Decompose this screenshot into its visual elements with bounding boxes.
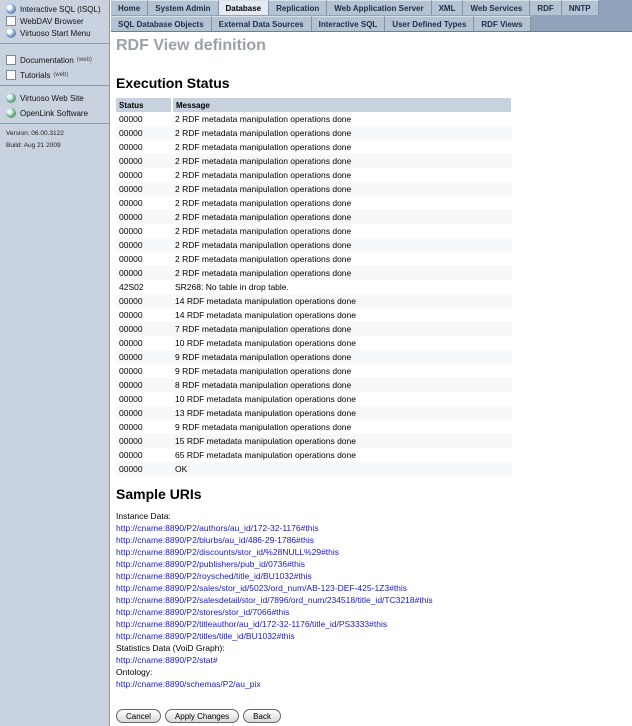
form-buttons [116,709,285,723]
table-row [116,126,512,140]
message-cell: 2 RDF metadata manipulation operations done [172,196,512,210]
sidebar-item-label: Tutorials [20,70,51,80]
status-cell: 00000 [116,126,172,140]
sidebar-item-start-menu[interactable] [0,27,109,39]
tab-user-defined-types[interactable]: User Defined Types [385,16,474,31]
ontology-label: Ontology: [116,667,153,677]
message-cell: 10 RDF metadata manipulation operations done [172,336,512,350]
status-cell: 00000 [116,196,172,210]
start-menu-icon [6,28,16,38]
message-cell: 13 RDF metadata manipulation operations done [172,406,512,420]
statistics-link[interactable]: http://cname:8890/P2/stat# [116,655,218,665]
web-suffix: (web) [76,57,92,63]
status-cell: 00000 [116,294,172,308]
sidebar-group-docs [0,44,109,86]
instance-link[interactable]: http://cname:8890/P2/salesdetail/stor_id/7896/ord_num/234518/title_id/TC3218#this [116,595,433,605]
sidebar-item-label: Virtuoso Start Menu [20,28,91,38]
message-cell: 9 RDF metadata manipulation operations done [172,350,512,364]
table-row [116,224,512,238]
table-row [116,112,512,126]
message-cell: 15 RDF metadata manipulation operations done [172,434,512,448]
sub-tab-bar [111,16,632,32]
sidebar-item-isql[interactable] [0,3,109,15]
table-row [116,154,512,168]
table-row [116,448,512,462]
table-row [116,168,512,182]
status-cell: 00000 [116,434,172,448]
sidebar-group-links [0,86,109,124]
sidebar-item-label: Virtuoso Web Site [20,93,84,103]
statistics-data-label: Statistics Data (VoiD Graph): [116,643,225,653]
table-row [116,196,512,210]
main-content [111,33,632,726]
table-row [116,140,512,154]
message-cell: 2 RDF metadata manipulation operations done [172,238,512,252]
instance-link[interactable]: http://cname:8890/P2/publishers/pub_id/0736#this [116,559,306,569]
tab-web-application-server[interactable]: Web Application Server [327,0,431,15]
message-cell: 2 RDF metadata manipulation operations done [172,168,512,182]
table-row [116,266,512,280]
message-cell: 2 RDF metadata manipulation operations done [172,266,512,280]
execution-status-heading: Execution Status [116,75,230,91]
table-row [116,308,512,322]
status-cell: 00000 [116,350,172,364]
message-cell: 14 RDF metadata manipulation operations done [172,294,512,308]
sidebar [0,0,110,726]
table-row [116,420,512,434]
build-text: Build: Aug 21 2009 [6,142,61,149]
sample-uris-section [116,486,632,690]
webdav-icon [6,16,16,26]
status-cell: 00000 [116,378,172,392]
tab-sql-database-objects[interactable]: SQL Database Objects [111,16,212,31]
message-cell: 2 RDF metadata manipulation operations done [172,126,512,140]
sidebar-item-openlink[interactable] [0,107,109,119]
sidebar-item-label: Interactive SQL (ISQL) [20,4,101,14]
message-cell: 14 RDF metadata manipulation operations done [172,308,512,322]
table-row [116,252,512,266]
table-row [116,364,512,378]
status-table [116,98,513,476]
main-tab-bar [111,0,632,16]
message-cell: 2 RDF metadata manipulation operations done [172,140,512,154]
tab-web-services[interactable]: Web Services [463,0,530,15]
status-cell: 00000 [116,112,172,126]
version-info [0,124,109,152]
table-row [116,462,512,476]
instance-link[interactable]: http://cname:8890/P2/titles/title_id/BU1032#this [116,631,295,641]
instance-data-label: Instance Data: [116,511,171,521]
table-row [116,210,512,224]
tab-rdf[interactable]: RDF [530,0,561,15]
message-cell: 2 RDF metadata manipulation operations done [172,224,512,238]
tab-database[interactable]: Database [219,0,270,15]
table-row [116,406,512,420]
status-cell: 00000 [116,308,172,322]
sidebar-item-webdav[interactable] [0,15,109,27]
tab-interactive-sql[interactable]: Interactive SQL [312,16,386,31]
instance-link[interactable]: http://cname:8890/P2/sales/stor_id/5023/ord_num/AB-123-DEF-425-1Z3#this [116,583,408,593]
tab-nntp[interactable]: NNTP [562,0,599,15]
sample-uris-heading: Sample URIs [116,486,202,502]
message-cell: 2 RDF metadata manipulation operations done [172,252,512,266]
table-row [116,238,512,252]
message-cell: OK [172,462,512,476]
table-row [116,182,512,196]
instance-link[interactable]: http://cname:8890/P2/stores/stor_id/7066#this [116,607,290,617]
message-cell: 2 RDF metadata manipulation operations done [172,182,512,196]
tab-xml[interactable]: XML [432,0,464,15]
globe-icon [6,108,16,118]
instance-link[interactable]: http://cname:8890/P2/titleauthor/au_id/172-32-1176/title_id/PS3333#this [116,619,388,629]
table-row [116,294,512,308]
status-cell: 00000 [116,210,172,224]
message-cell: 65 RDF metadata manipulation operations done [172,448,512,462]
sidebar-group-tools [0,0,109,44]
sidebar-item-tutorials[interactable] [0,69,109,81]
globe-icon [6,93,16,103]
apply-changes-button[interactable]: Apply Changes [165,709,239,723]
message-cell: 10 RDF metadata manipulation operations done [172,392,512,406]
table-row [116,280,512,294]
instance-link[interactable]: http://cname:8890/P2/roysched/title_id/BU1032#this [116,571,312,581]
status-cell: 00000 [116,420,172,434]
status-cell: 00000 [116,238,172,252]
tab-replication[interactable]: Replication [269,0,327,15]
version-text: Version: 06.00.3122 [6,130,64,137]
instance-link[interactable]: http://cname:8890/P2/authors/au_id/172-32-1176#this [116,523,319,533]
status-cell: 00000 [116,448,172,462]
message-cell: 2 RDF metadata manipulation operations done [172,154,512,168]
status-cell: 00000 [116,252,172,266]
table-row [116,434,512,448]
status-cell: 00000 [116,462,172,476]
sidebar-item-documentation[interactable] [0,54,109,66]
instance-link-list [116,522,632,642]
message-cell: SR268: No table in drop table. [172,280,512,294]
table-row [116,322,512,336]
instance-link[interactable]: http://cname:8890/P2/blurbs/au_id/486-29-1786#this [116,535,314,545]
tab-system-admin[interactable]: System Admin [148,0,218,15]
column-header-status: Status [116,98,172,112]
tab-rdf-views[interactable]: RDF Views [474,16,530,31]
sidebar-item-label: OpenLink Software [20,108,89,118]
status-cell: 00000 [116,168,172,182]
message-cell: 7 RDF metadata manipulation operations done [172,322,512,336]
status-cell: 00000 [116,266,172,280]
message-cell: 9 RDF metadata manipulation operations done [172,420,512,434]
status-cell: 00000 [116,140,172,154]
status-cell: 00000 [116,406,172,420]
status-cell: 42S02 [116,280,172,294]
status-cell: 00000 [116,392,172,406]
sidebar-item-label: WebDAV Browser [20,16,84,26]
tab-external-data-sources[interactable]: External Data Sources [212,16,312,31]
status-cell: 00000 [116,336,172,350]
cancel-button[interactable]: Cancel [116,709,161,723]
table-row [116,378,512,392]
isql-icon [6,4,16,14]
sidebar-item-label: Documentation [20,55,74,65]
table-row [116,392,512,406]
web-suffix: (web) [53,72,69,78]
documentation-icon [6,55,16,65]
status-cell: 00000 [116,364,172,378]
page-title: RDF View definition [116,37,266,54]
status-cell: 00000 [116,182,172,196]
status-cell: 00000 [116,154,172,168]
back-button[interactable]: Back [243,709,281,723]
column-header-message: Message [172,98,512,112]
message-cell: 8 RDF metadata manipulation operations done [172,378,512,392]
tab-home[interactable]: Home [111,0,148,15]
message-cell: 2 RDF metadata manipulation operations done [172,210,512,224]
sidebar-item-virtuoso-site[interactable] [0,92,109,104]
ontology-link[interactable]: http://cname:8890/schemas/P2/au_pix [116,679,261,689]
table-row [116,336,512,350]
table-row [116,350,512,364]
tutorials-icon [6,70,16,80]
message-cell: 2 RDF metadata manipulation operations done [172,112,512,126]
status-cell: 00000 [116,224,172,238]
status-cell: 00000 [116,322,172,336]
instance-link[interactable]: http://cname:8890/P2/discounts/stor_id/%28NULL%29#this [116,547,340,557]
message-cell: 9 RDF metadata manipulation operations done [172,364,512,378]
